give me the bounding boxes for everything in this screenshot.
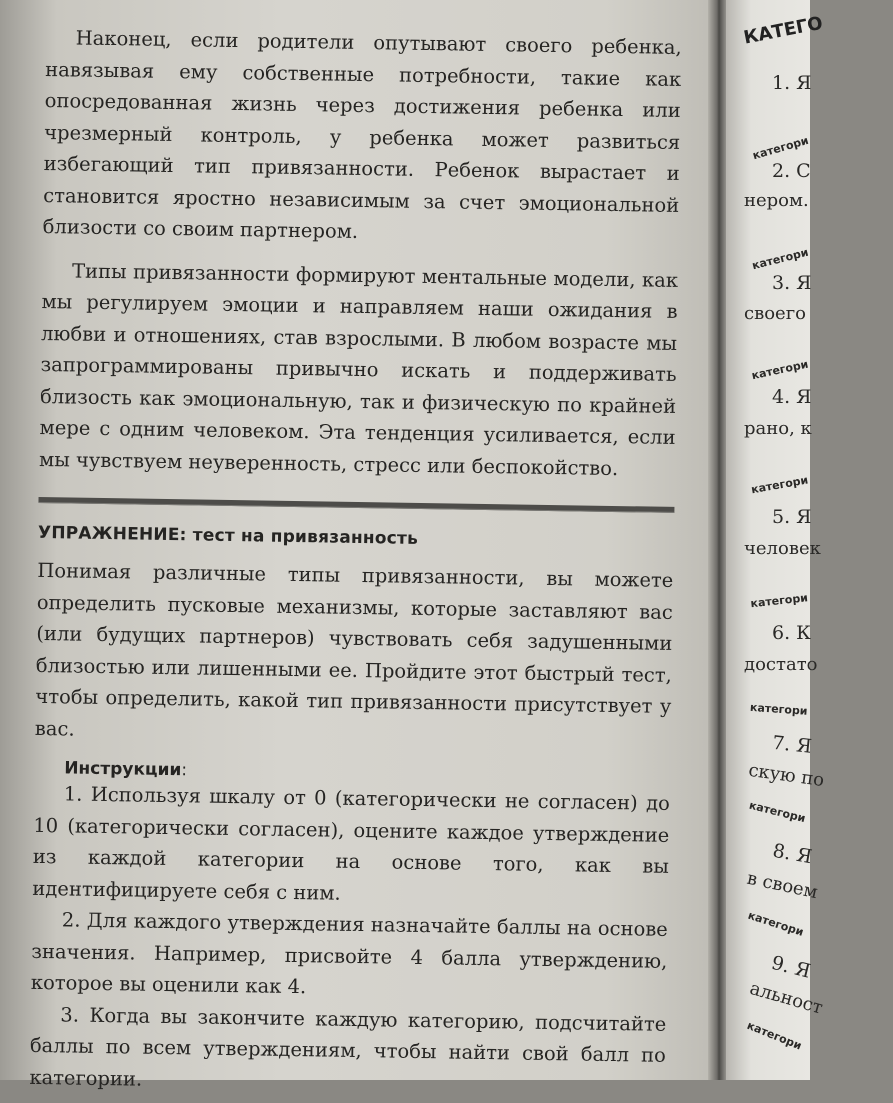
rp-line-5-cat: категори [749,591,809,611]
exercise-intro: Понимая различные типы привязанности, вы можете определить пусковые механизмы, которые заставляют вас (или будущих партнеров) чувствовать себя задушенными близостью или лишенными ее. Пройдите этот быстрый тест, чтобы определить, какой тип привязанности присутствует у вас. [34,558,674,741]
exercise-title-caps: УПРАЖНЕНИЕ: [37,522,187,546]
instructions-label: Инструкции [64,758,182,781]
instructions-colon: : [181,760,188,781]
rp-line-7-cont: скую по [747,759,826,792]
rp-line-5-cont: человек [744,538,821,559]
rp-line-9-cont: альност [747,977,826,1019]
rp-line-8-cont: в своем [745,867,820,904]
rp-line-7-cat: категори [747,798,807,826]
exercise-title [38,523,674,553]
exercise-title-rest: тест на привязанность [186,525,419,549]
rp-line-2-cont: нером. [744,190,809,211]
rp-line-9-num: 9. Я [769,951,813,983]
rp-line-4-num: 4. Я [772,386,812,408]
instruction-step-2: 2. Для каждого утверждения назначайте баллы на основе значения. Например, присвойте 4 балла утверждению, которое вы оценили как 4. [30,908,669,999]
rp-line-3-cont: своего [744,303,806,324]
book-gutter [708,0,728,1080]
paragraph-2: Типы привязанности формируют ментальные модели, как мы регулируем эмоции и направляем наши ожидания в любви и отношениях, став взрослыми. В любом возрасте мы запрограммированы привычно искать и поддерживать близость как эмоциональную, так и физическую по крайней мере с одним человеком. Эта тенденция усиливается, если мы чувствуем неуверенность, стресс или беспокойство. [38,258,679,480]
right-page-header: КАТЕГО [742,12,825,49]
rp-line-2-num: 2. С [772,160,811,182]
rp-line-6-num: 6. К [772,622,811,644]
paragraph-1: Наконец, если родители опутывают своего ребенка, навязывая ему собственные потребности, такие как опосредованная жизнь через достижения ребенка или чрезмерный контроль, у ребенка может развиться избегающий тип привязанности. Ребенок вырастает и становится яростно независимым за счет эмоциональной близости со своим партнером. [42,26,682,243]
rp-line-5-num: 5. Я [772,506,812,528]
rp-line-1-num: 1. Я [772,72,812,94]
section-divider [38,497,674,513]
rp-line-2-cat: категори [750,245,810,273]
rp-line-6-cat: категори [749,700,808,718]
right-page [726,0,826,1080]
rp-line-4-cont: рано, к [744,418,812,439]
instruction-step-1: 1. Используя шкалу от 0 (категорически не согласен) до 10 (категорически согласен), оцените каждое утверждение из каждой категории на основе того, как вы идентифицируете себя с ним. [32,782,670,905]
instruction-step-3: 3. Когда вы закончите каждую категорию, подсчитайте баллы по всем утверждениям, чтобы найти свой балл по категории. [29,1002,667,1091]
rp-line-4-cat: категори [750,473,810,497]
rp-line-8-cat: категори [746,908,806,939]
rp-line-9-cat: категори [745,1018,804,1053]
left-page-content [29,22,682,1103]
rp-line-3-cat: категори [750,357,810,383]
rp-line-8-num: 8. Я [771,839,814,869]
rp-line-1-cat: категори [751,133,811,163]
rp-line-6-cont: достато [744,654,818,675]
rp-line-3-num: 3. Я [772,272,812,294]
rp-line-7-num: 7. Я [771,731,813,758]
